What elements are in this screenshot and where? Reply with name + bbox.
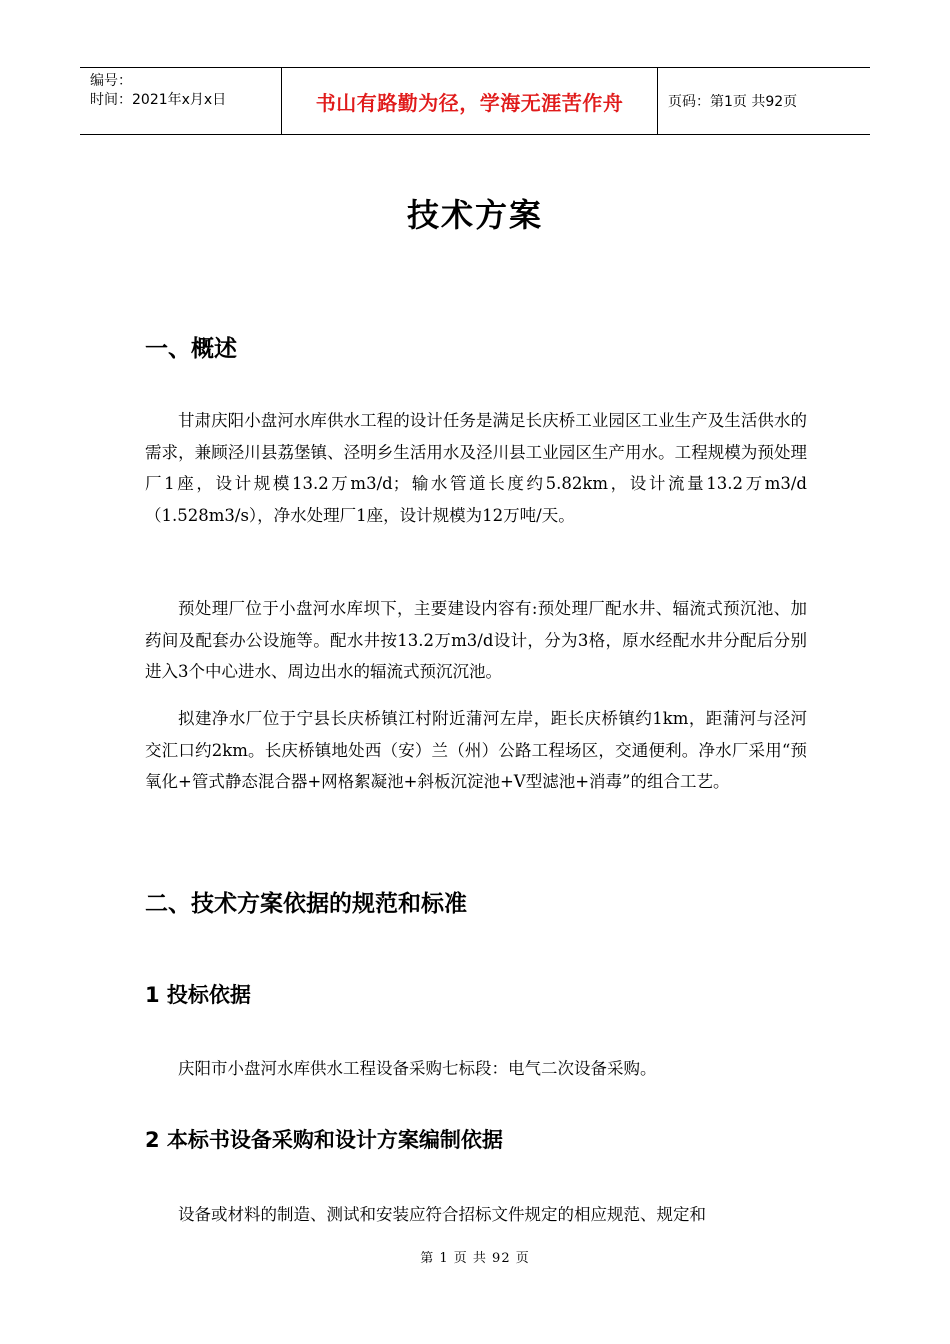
section-heading-standards: 二、技术方案依据的规范和标准 bbox=[145, 891, 467, 917]
document-title: 技术方案 bbox=[406, 196, 543, 234]
subsection-heading-bid-basis: 1 投标依据 bbox=[145, 983, 251, 1007]
document-date-label: 时间：2021年x月x日 bbox=[90, 92, 227, 108]
section-heading-overview: 一、概述 bbox=[145, 336, 237, 362]
overview-paragraph-1: 甘肃庆阳小盘河水库供水工程的设计任务是满足长庆桥工业园区工业生产及生活供水的需求，兼顾泾川县荔堡镇、泾明乡生活用水及泾川县工业园区生产用水。工程规模为预处理厂1座，设计规模13.2万m3/d；输水管道长度约5.82km，设计流量13.2万m3/d（1.528m3/s），净水处理厂1座，设计规模为12万吨/天。 bbox=[145, 411, 807, 525]
subsection-heading-procurement-basis: 2 本标书设备采购和设计方案编制依据 bbox=[145, 1128, 503, 1152]
page-header bbox=[80, 67, 870, 135]
header-meta-cell bbox=[80, 68, 282, 134]
document-number-label: 编号： bbox=[90, 73, 132, 89]
procurement-basis-paragraph: 设备或材料的制造、测试和安装应符合招标文件规定的相应规范、规定和 bbox=[178, 1205, 706, 1224]
bid-basis-paragraph: 庆阳市小盘河水库供水工程设备采购七标段：电气二次设备采购。 bbox=[178, 1059, 657, 1078]
overview-paragraph-3: 拟建净水厂位于宁县长庆桥镇江村附近蒲河左岸，距长庆桥镇约1km，距蒲河与泾河交汇口约2km。长庆桥镇地处西（安）兰（州）公路工程场区，交通便利。净水厂采用“预氧化+管式静态混合器+网格絮凝池+斜板沉淀池+V型滤池+消毒”的组合工艺。 bbox=[145, 709, 807, 791]
header-page-info: 页码：第1页 共92页 bbox=[668, 94, 798, 110]
header-motto: 书山有路勤为径，学海无涯苦作舟 bbox=[282, 68, 658, 134]
overview-paragraph-2: 预处理厂位于小盘河水库坝下，主要建设内容有:预处理厂配水井、辐流式预沉池、加药间及配套办公设施等。配水井按13.2万m3/d设计，分为3格，原水经配水井分配后分别进入3个中心进水、周边出水的辐流式预沉沉池。 bbox=[145, 599, 807, 681]
page-footer: 第 1 页 共 92 页 bbox=[420, 1251, 530, 1266]
